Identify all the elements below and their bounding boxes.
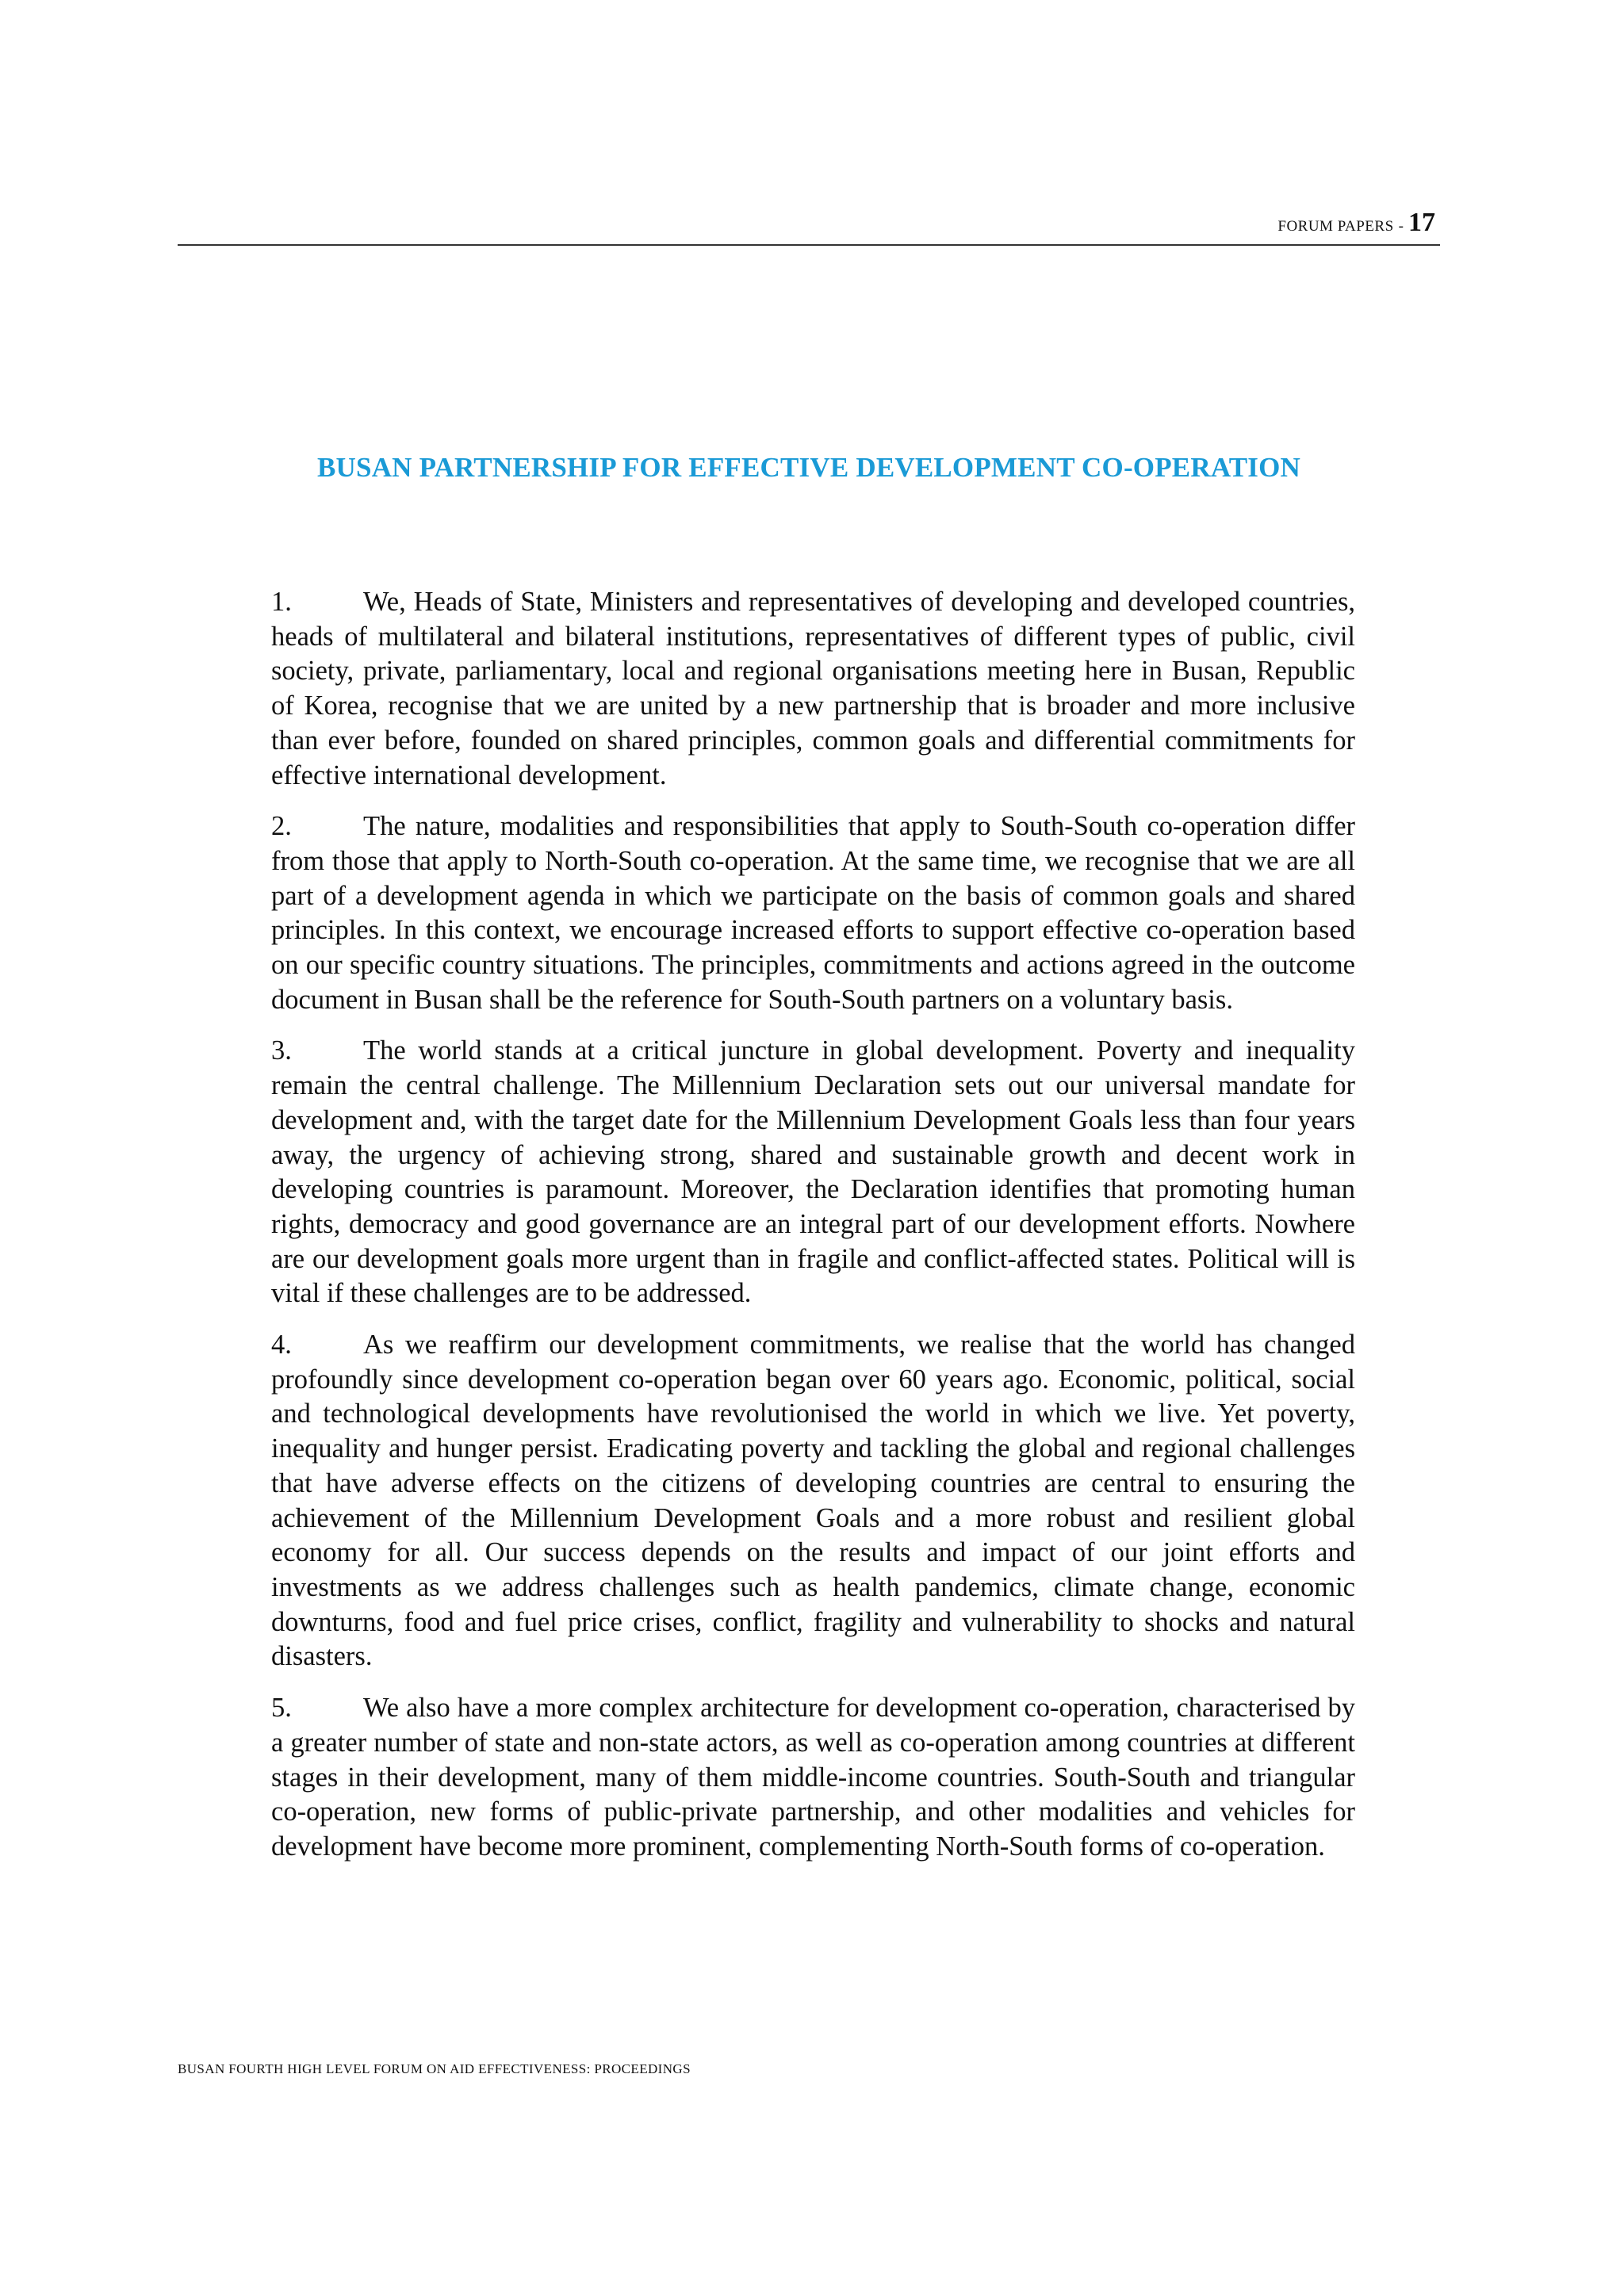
running-footer: BUSAN FOURTH HIGH LEVEL FORUM ON AID EFFECTIVENESS: PROCEEDINGS: [178, 2061, 691, 2076]
paragraph-number: 5.: [271, 1693, 292, 1724]
paragraph-text: The nature, modalities and responsibilities that apply to South-South co-operation differ from those that apply to North-South co-operation. At the same time, we recognise that we are all part of a development agenda in which we participate on the basis of common goals and shared principles. In this context, we encourage increased efforts to support effective co-operation based on our specific country situations. The principles, commitments and actions agreed in the outcome document in Busan shall be the reference for South-South partners on a voluntary basis.: [271, 811, 1355, 1015]
paragraph-text: We, Heads of State, Ministers and representatives of developing and developed countries, heads of multilateral and bilateral institutions, representatives of different types of public, civil society, private, parliamentary, local and regional organisations meeting here in Busan, Republic of Korea, recognise that we are united by a new partnership that is broader and more inclusive than ever before, founded on shared principles, common goals and differential commitments for effective international development.: [271, 587, 1355, 790]
running-header: [178, 208, 1440, 246]
page-number: 17: [1408, 208, 1435, 237]
paragraph-text: We also have a more complex architecture for development co-operation, characterised by a greater number of state and non-state actors, as well as co-operation among countries at different stages in their development, many of them middle-income countries. South-South and triangular co-operation, new forms of public-private partnership, and other modalities and vehicles for development have become more prominent, complementing North-South forms of co-operation.: [271, 1693, 1355, 1862]
header-separator: -: [1398, 218, 1404, 235]
paragraph-number: 2.: [271, 811, 292, 842]
paragraph-number: 3.: [271, 1035, 292, 1066]
header-text: [1277, 208, 1435, 238]
document-title: BUSAN PARTNERSHIP FOR EFFECTIVE DEVELOPMENT CO-OPERATION: [317, 452, 1300, 483]
paragraph-text: As we reaffirm our development commitments, we realise that the world has changed profoundly since development co-operation began over 60 years ago. Economic, political, social and technological developments have revolutionised the world in which we live. Yet poverty, inequality and hunger persist. Eradicating poverty and tackling the global and regional challenges that have adverse effects on the citizens of developing countries are central to ensuring the achievement of the Millennium Development Goals and a more robust and resilient global economy for all. Our success depends on the results and impact of our joint efforts and investments as we address challenges such as health pandemics, climate change, economic downturns, food and fuel price crises, conflict, fragility and vulnerability to shocks and natural disasters.: [271, 1330, 1355, 1672]
paragraph-3: [271, 1034, 1355, 1311]
document-body: [271, 585, 1355, 1881]
paragraph-5: [271, 1691, 1355, 1865]
paragraph-1: [271, 585, 1355, 793]
paragraph-text: The world stands at a critical juncture in global development. Poverty and inequality remain the central challenge. The Millennium Declaration sets out our universal mandate for development and, with the target date for the Millennium Development Goals less than four years away, the urgency of achieving strong, shared and sustainable growth and decent work in developing countries is paramount. Moreover, the Declaration identifies that promoting human rights, democracy and good governance are an integral part of our development efforts. Nowhere are our development goals more urgent than in fragile and conflict-affected states. Political will is vital if these challenges are to be addressed.: [271, 1035, 1355, 1309]
paragraph-number: 1.: [271, 587, 292, 617]
paragraph-2: [271, 809, 1355, 1017]
header-section: FORUM PAPERS: [1277, 218, 1394, 235]
paragraph-4: [271, 1328, 1355, 1674]
paragraph-number: 4.: [271, 1330, 292, 1360]
